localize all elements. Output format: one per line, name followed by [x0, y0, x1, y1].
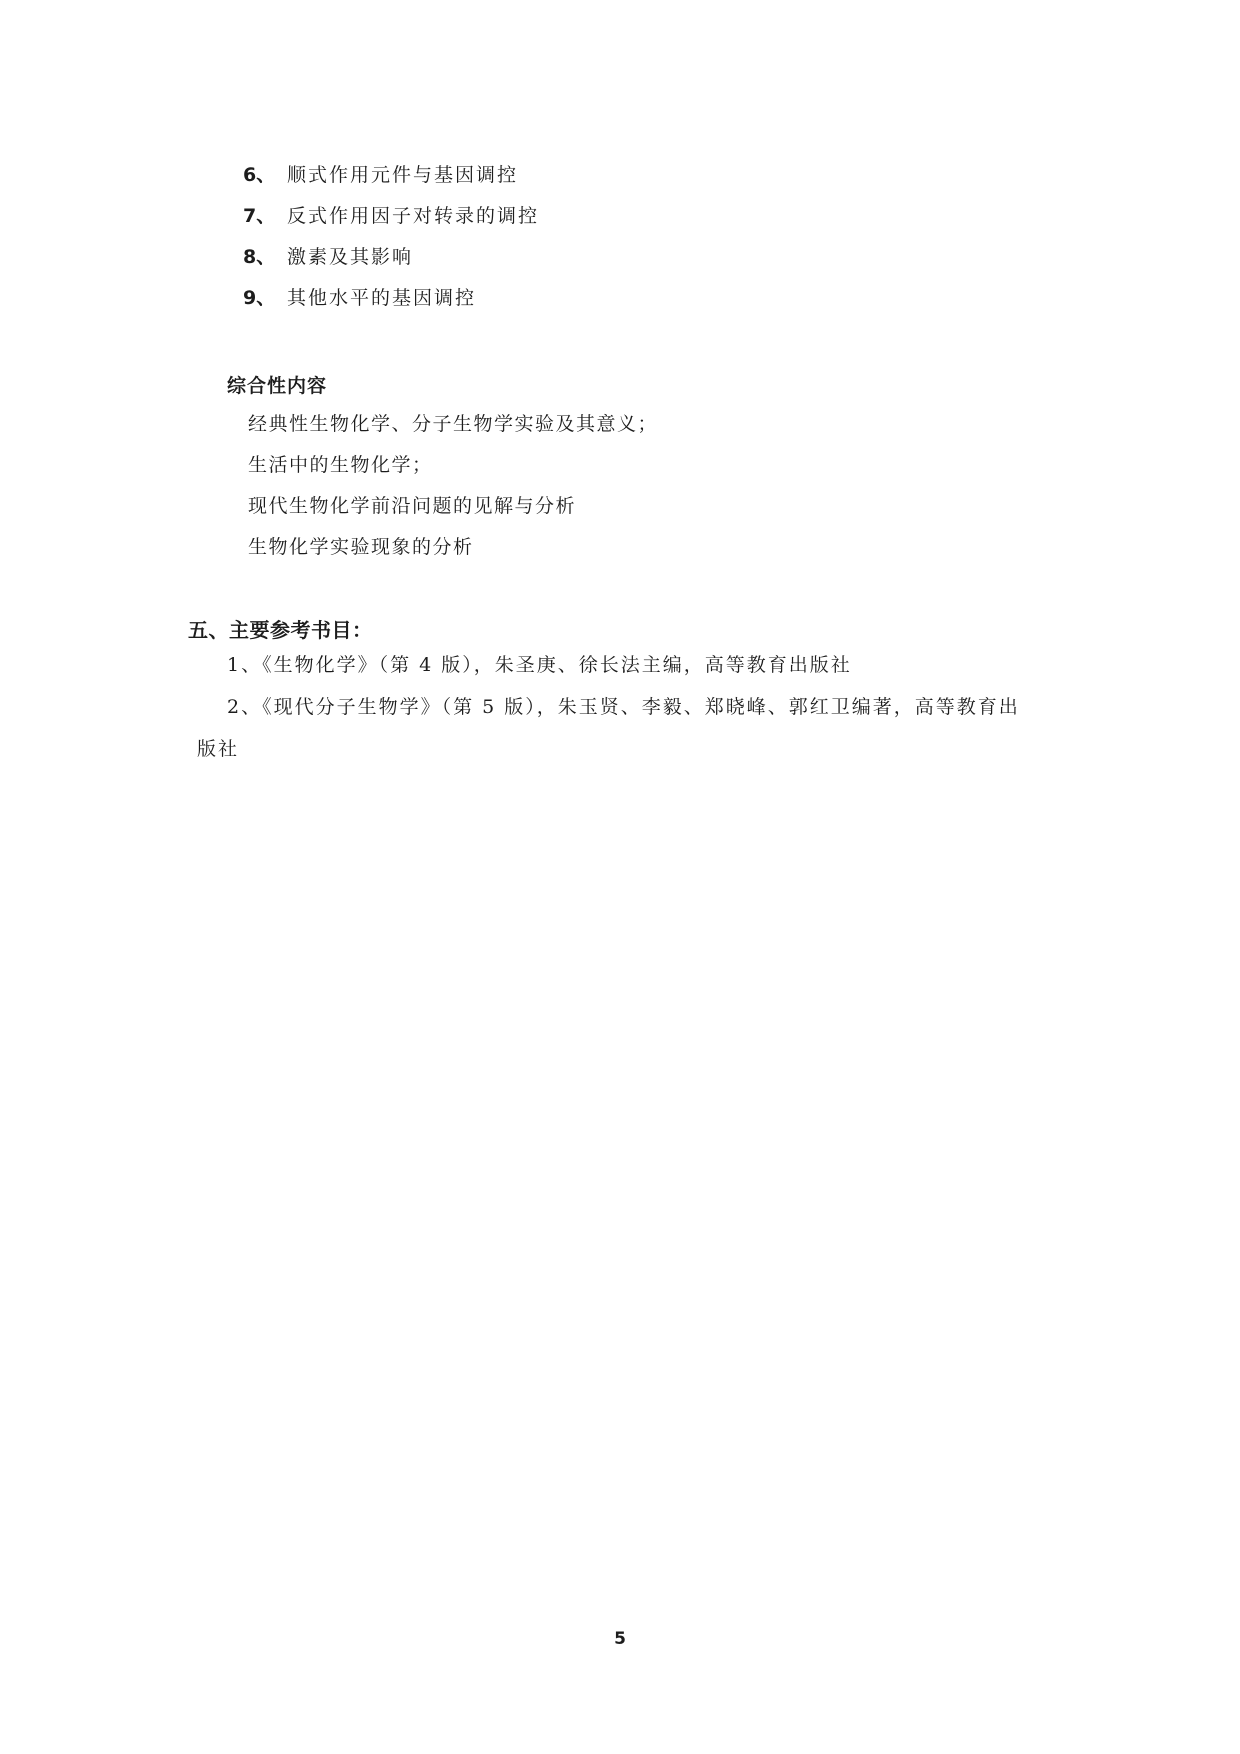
outline-item-8 — [243, 237, 539, 278]
outline-item-text: 激素及其影响 — [287, 246, 414, 268]
comprehensive-line: 生物化学实验现象的分析 — [248, 536, 474, 558]
outline-item-text: 其他水平的基因调控 — [287, 287, 477, 309]
outline-item-number: 8、 — [243, 246, 276, 268]
outline-item-text: 反式作用因子对转录的调控 — [287, 205, 540, 227]
comprehensive-line: 生活中的生物化学； — [248, 454, 433, 476]
page-number: 5 — [614, 1629, 626, 1649]
outline-item-6 — [243, 155, 539, 196]
outline-list — [243, 155, 539, 319]
outline-item-text: 顺式作用元件与基因调控 — [287, 164, 519, 186]
outline-item-number: 7、 — [243, 205, 276, 227]
comprehensive-line: 现代生物化学前沿问题的见解与分析 — [248, 495, 577, 517]
comprehensive-section-body — [248, 404, 658, 568]
reference-item-2-continuation: 版社 — [197, 738, 240, 760]
comprehensive-section-heading: 综合性内容 — [227, 375, 328, 397]
reference-item-1: 1、《生物化学》（第 4 版），朱圣庚、徐长法主编，高等教育出版社 — [227, 654, 852, 676]
outline-item-number: 6、 — [243, 164, 276, 186]
references-section-heading: 五、主要参考书目： — [188, 618, 373, 642]
outline-item-7 — [243, 196, 539, 237]
reference-item-2: 2、《现代分子生物学》（第 5 版），朱玉贤、李毅、郑晓峰、郭红卫编著，高等教育出 — [227, 696, 1020, 718]
outline-item-number: 9、 — [243, 287, 276, 309]
outline-item-9 — [243, 278, 539, 319]
comprehensive-line: 经典性生物化学、分子生物学实验及其意义； — [248, 413, 659, 435]
